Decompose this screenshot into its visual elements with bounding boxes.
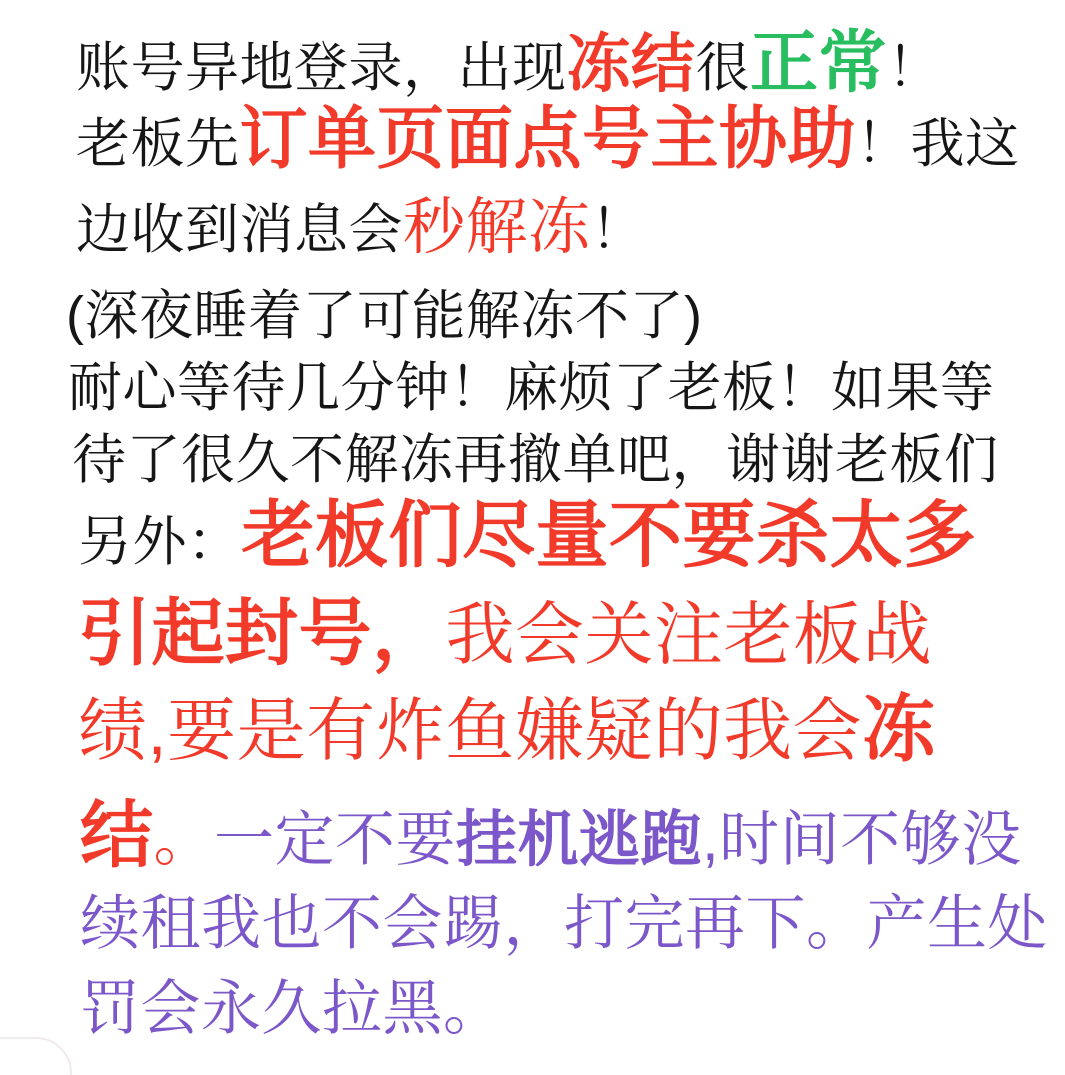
- text-segment-red: 我会关注老板战: [445, 596, 932, 673]
- card-corner-decoration: [0, 1037, 72, 1075]
- notice-line-1: [76, 25, 942, 101]
- text-segment: 耐心等待几分钟！麻烦了老板！如果等: [68, 358, 995, 418]
- text-segment-highlight-green: 正常: [750, 25, 888, 101]
- text-segment-red: 。: [153, 806, 214, 873]
- notice-line-7: [78, 495, 977, 576]
- text-segment-highlight-red: 冻结: [566, 28, 696, 100]
- text-segment: ！我这: [856, 114, 1020, 174]
- text-segment-warning-red: 冻: [862, 689, 936, 770]
- notice-line-6: [72, 432, 999, 488]
- notice-line-2: [76, 101, 1020, 177]
- text-segment: 另外：: [78, 512, 242, 572]
- text-segment-purple-bold: 挂机逃跑: [456, 805, 703, 873]
- text-segment: 账号异地登录，出现: [76, 38, 567, 98]
- text-segment: 老板先: [76, 114, 240, 174]
- text-segment-purple: 一定不要: [214, 806, 456, 873]
- text-segment-highlight-red: 订单页面点号主协助: [239, 101, 857, 177]
- notice-line-3: [76, 193, 646, 262]
- text-segment-warning-red: 老板们尽量不要杀太多: [241, 495, 977, 576]
- notice-line-12: [80, 975, 504, 1042]
- text-segment-purple: 续租我也不会踢，打完再下。产生处: [80, 890, 1048, 957]
- notice-line-11: [80, 890, 1048, 957]
- text-segment: 很: [695, 38, 750, 98]
- text-segment-warning-red: 引起封号，: [78, 593, 446, 674]
- notice-line-9: [78, 689, 936, 770]
- text-segment: (深夜睡着了可能解冻不了): [66, 286, 703, 346]
- text-segment-purple: ,时间不够没: [702, 806, 1022, 873]
- text-segment: 边收到消息会: [76, 200, 403, 260]
- notice-line-8: [78, 593, 932, 674]
- text-segment-purple: 罚会永久拉黑。: [80, 975, 504, 1042]
- text-segment-warning-red: 结: [80, 795, 154, 876]
- text-segment: ！: [887, 38, 942, 98]
- text-segment-highlight-red: 秒解冻: [403, 193, 591, 262]
- notice-line-4: [66, 288, 702, 344]
- text-segment: 待了很久不解冻再撤单吧，谢谢老板们: [72, 430, 999, 490]
- notice-line-5: [68, 360, 995, 416]
- text-segment-red: 绩,要是有炸鱼嫌疑的我会: [78, 692, 863, 769]
- notice-line-10: [80, 795, 1022, 876]
- text-segment: ！: [590, 200, 646, 260]
